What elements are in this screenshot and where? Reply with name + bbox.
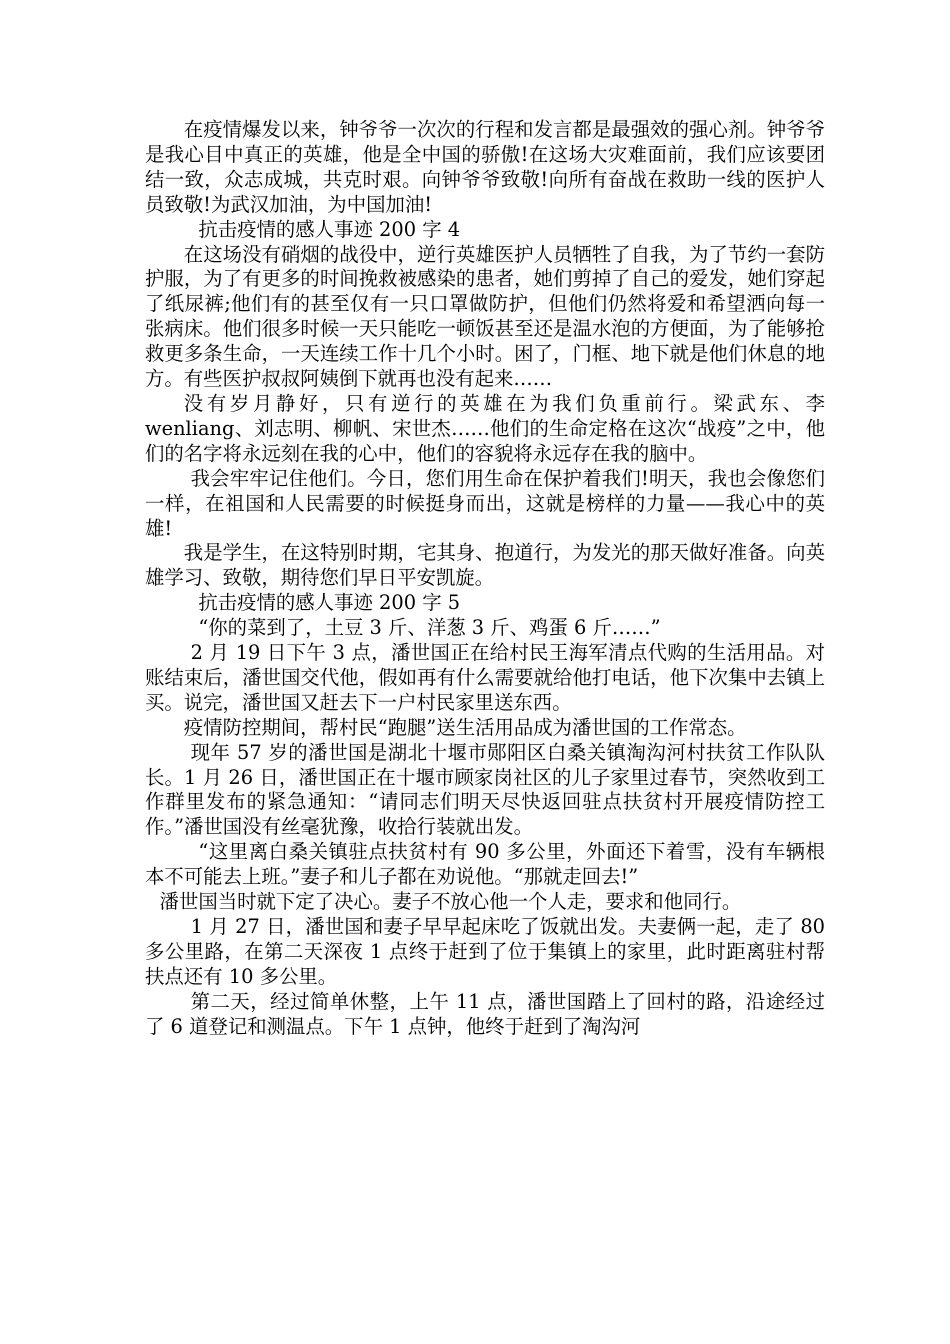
paragraph-distance-quote: “这里离白桑关镇驻点扶贫村有 90 多公里，外面还下着雪，没有车辆根本不可能去上班。”妻子和儿子都在劝说他。“那就走回去!” (145, 840, 825, 889)
paragraph-jan-27: 1 月 27 日，潘世国和妻子早早起床吃了饭就出发。夫妻俩一起，走了 80 多公里路，在第二天深夜 1 点终于赶到了位于集镇上的家里，此时距离驻村帮扶点还有 10 多公里。 (145, 915, 825, 988)
paragraph-vegetables-quote: “你的菜到了，土豆 3 斤、洋葱 3 斤、鸡蛋 6 斤……” (198, 616, 661, 640)
paragraph-student: 我是学生，在这特别时期，宅其身、抱道行，为发光的那天做好准备。向英雄学习、致敬，期待您们早日平安凯旋。 (145, 541, 825, 590)
paragraph-errands: 疫情防控期间，帮村民“跑腿”送生活用品成为潘世国的工作常态。 (183, 715, 747, 739)
paragraph-pan-shiguo-intro: 现年 57 岁的潘世国是湖北十堰市郧阳区白桑关镇淘沟河村扶贫工作队队长。1 月 26 日，潘世国正在十堰市顾家岗社区的儿子家里过春节，突然收到工作群里发布的紧急通知：“请同志们明天尽快返回驻点扶贫村开展疫情防控工作。”潘世国没有丝毫犹豫，收拾行装就出发。 (145, 740, 825, 839)
document-page (145, 118, 825, 1040)
paragraph-remember: 我会牢牢记住他们。今日，您们用生命在保护着我们!明天，我也会像您们一样，在祖国和人民需要的时候挺身而出，这就是榜样的力量——我心中的英雄! (145, 466, 825, 540)
paragraph-medical-staff: 在这场没有硝烟的战役中，逆行英雄医护人员牺牲了自我，为了节约一套防护服，为了有更多的时间挽救被感染的患者，她们剪掉了自己的爱发，她们穿起了纸尿裤;他们有的甚至仅有一只口罩做防护，但他们仍然将爱和希望洒向每一张病床。他们很多时候一天只能吃一顿饭甚至还是温水泡的方便面，为了能够抢救更多条生命，一天连续工作十几个小时。困了，门框、地下就是他们休息的地方。有些医护叔叔阿姨倒下就再也没有起来…… (145, 242, 825, 391)
paragraph-feb-19: 2 月 19 日下午 3 点，潘世国正在给村民王海军清点代购的生活用品。对账结束后，潘世国交代他，假如再有什么需要就给他打电话，他下次集中去镇上买。说完，潘世国又赶去下一户村民家里送东西。 (145, 641, 825, 714)
paragraph-second-day: 第二天，经过简单休整，上午 11 点，潘世国踏上了回村的路，沿途经过了 6 道登记和测温点。下午 1 点钟，他终于赶到了淘沟河 (145, 989, 825, 1038)
paragraph-zhong-tribute: 在疫情爆发以来，钟爷爷一次次的行程和发言都是最强效的强心剂。钟爷爷是我心目中真正的英雄，他是全中国的骄傲!在这场大灾难面前，我们应该要团结一致，众志成城，共克时艰。向钟爷爷致敬!向所有奋战在救助一线的医护人员致敬!为武汉加油，为中国加油! (145, 118, 825, 216)
paragraph-heroes-names: 没有岁月静好，只有逆行的英雄在为我们负重前行。梁武东、李 wenliang、刘志明、柳帆、宋世杰……他们的生命定格在这次“战疫”之中，他们的名字将永远刻在我的心中，他们的容貌将永远存在我的脑中。 (145, 391, 825, 465)
section-heading-5: 抗击疫情的感人事迹 200 字 5 (198, 591, 461, 615)
section-heading-4: 抗击疫情的感人事迹 200 字 4 (198, 217, 461, 241)
paragraph-decision: 潘世国当时就下定了决心。妻子不放心他一个人走，要求和他同行。 (159, 890, 742, 914)
